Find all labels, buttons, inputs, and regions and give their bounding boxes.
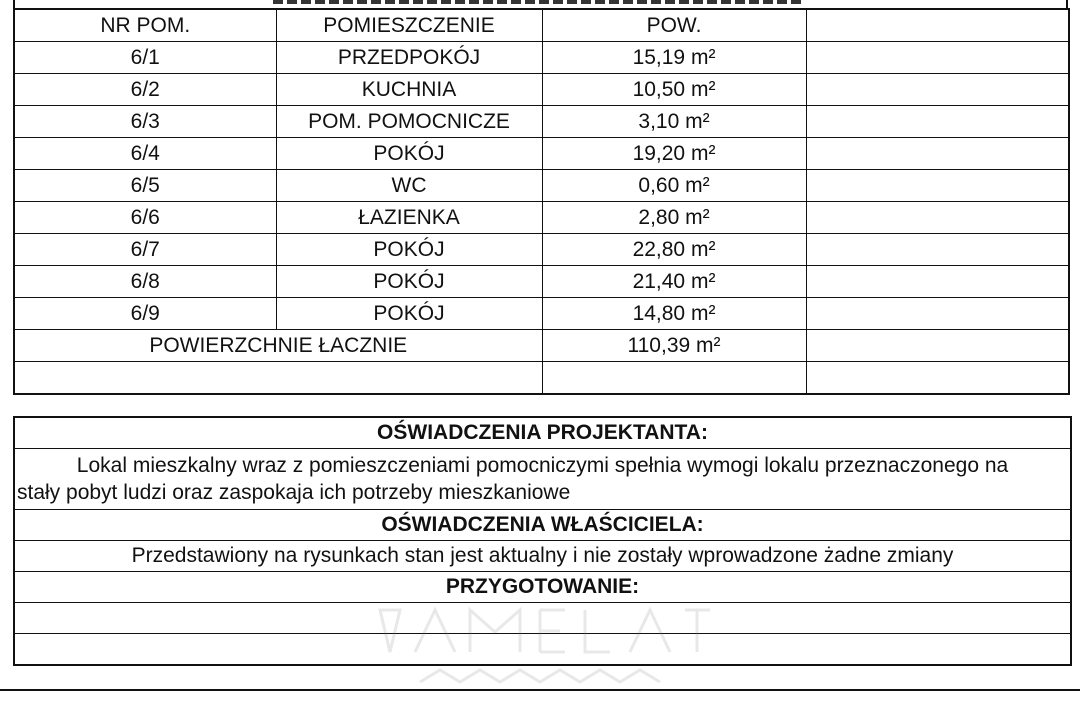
empty-cell xyxy=(806,202,1069,234)
cut-off-title-text xyxy=(273,0,803,4)
table-row xyxy=(14,298,1069,330)
table-row xyxy=(14,266,1069,298)
bottom-rule xyxy=(0,689,1080,691)
preparation-empty-row xyxy=(14,603,1071,634)
empty-cell xyxy=(806,330,1069,362)
empty-cell xyxy=(806,74,1069,106)
empty-cell xyxy=(806,138,1069,170)
header-room-number: NR POM. xyxy=(14,9,276,42)
preparation-heading: PRZYGOTOWANIE: xyxy=(14,572,1071,603)
table-row xyxy=(14,202,1069,234)
table-row xyxy=(14,138,1069,170)
room-number: 6/8 xyxy=(14,266,276,298)
room-name: POKÓJ xyxy=(276,298,542,330)
room-name: POM. POMOCNICZE xyxy=(276,106,542,138)
empty-cell xyxy=(806,298,1069,330)
room-number: 6/3 xyxy=(14,106,276,138)
owner-declaration-heading: OŚWIADCZENIA WŁAŚCICIELA: xyxy=(14,510,1071,541)
header-room-area: POW. xyxy=(542,9,806,42)
designer-declaration-text xyxy=(14,449,1071,510)
watermark-stroke xyxy=(420,670,660,682)
total-row xyxy=(14,330,1069,362)
empty-row xyxy=(14,362,1069,395)
empty-cell xyxy=(806,170,1069,202)
header-empty xyxy=(806,9,1069,42)
total-label: POWIERZCHNIE ŁACZNIE xyxy=(14,330,542,362)
rooms-table xyxy=(13,8,1070,395)
room-name: POKÓJ xyxy=(276,234,542,266)
room-area: 3,10 m² xyxy=(542,106,806,138)
designer-declaration-heading: OŚWIADCZENIA PROJEKTANTA: xyxy=(14,417,1071,449)
preparation-empty-row xyxy=(14,634,1071,666)
room-area: 10,50 m² xyxy=(542,74,806,106)
room-area: 15,19 m² xyxy=(542,42,806,74)
owner-declaration-text: Przedstawiony na rysunkach stan jest aktualny i nie zostały wprowadzone żadne zmiany xyxy=(14,541,1071,572)
table-row xyxy=(14,234,1069,266)
room-name: ŁAZIENKA xyxy=(276,202,542,234)
room-number: 6/9 xyxy=(14,298,276,330)
room-area: 0,60 m² xyxy=(542,170,806,202)
designer-text-line-1: Lokal mieszkalny wraz z pomieszczeniami pomocniczymi spełnia wymogi lokalu przeznaczonego na xyxy=(76,453,1009,477)
total-value: 110,39 m² xyxy=(542,330,806,362)
empty-cell xyxy=(806,234,1069,266)
room-number: 6/4 xyxy=(14,138,276,170)
empty-cell xyxy=(806,42,1069,74)
empty-cell xyxy=(542,362,806,395)
rooms-header-row xyxy=(14,9,1069,42)
empty-cell xyxy=(806,106,1069,138)
empty-cell xyxy=(806,266,1069,298)
room-name: WC xyxy=(276,170,542,202)
room-number: 6/5 xyxy=(14,170,276,202)
designer-text-line-2: stały pobyt ludzi oraz zaspokaja ich potrzeby mieszkaniowe xyxy=(17,481,571,504)
room-area: 2,80 m² xyxy=(542,202,806,234)
table-row xyxy=(14,170,1069,202)
room-name: POKÓJ xyxy=(276,266,542,298)
header-room-name: POMIESZCZENIE xyxy=(276,9,542,42)
room-number: 6/6 xyxy=(14,202,276,234)
room-number: 6/7 xyxy=(14,234,276,266)
room-area: 19,20 m² xyxy=(542,138,806,170)
room-name: POKÓJ xyxy=(276,138,542,170)
empty-cell xyxy=(14,362,542,395)
table-row xyxy=(14,74,1069,106)
room-area: 21,40 m² xyxy=(542,266,806,298)
room-number: 6/1 xyxy=(14,42,276,74)
table-row xyxy=(14,106,1069,138)
table-row xyxy=(14,42,1069,74)
room-name: PRZEDPOKÓJ xyxy=(276,42,542,74)
room-area: 14,80 m² xyxy=(542,298,806,330)
room-area: 22,80 m² xyxy=(542,234,806,266)
empty-cell xyxy=(806,362,1069,395)
room-name: KUCHNIA xyxy=(276,74,542,106)
cut-off-title-row xyxy=(13,0,1068,8)
room-number: 6/2 xyxy=(14,74,276,106)
declarations-table xyxy=(13,416,1072,666)
